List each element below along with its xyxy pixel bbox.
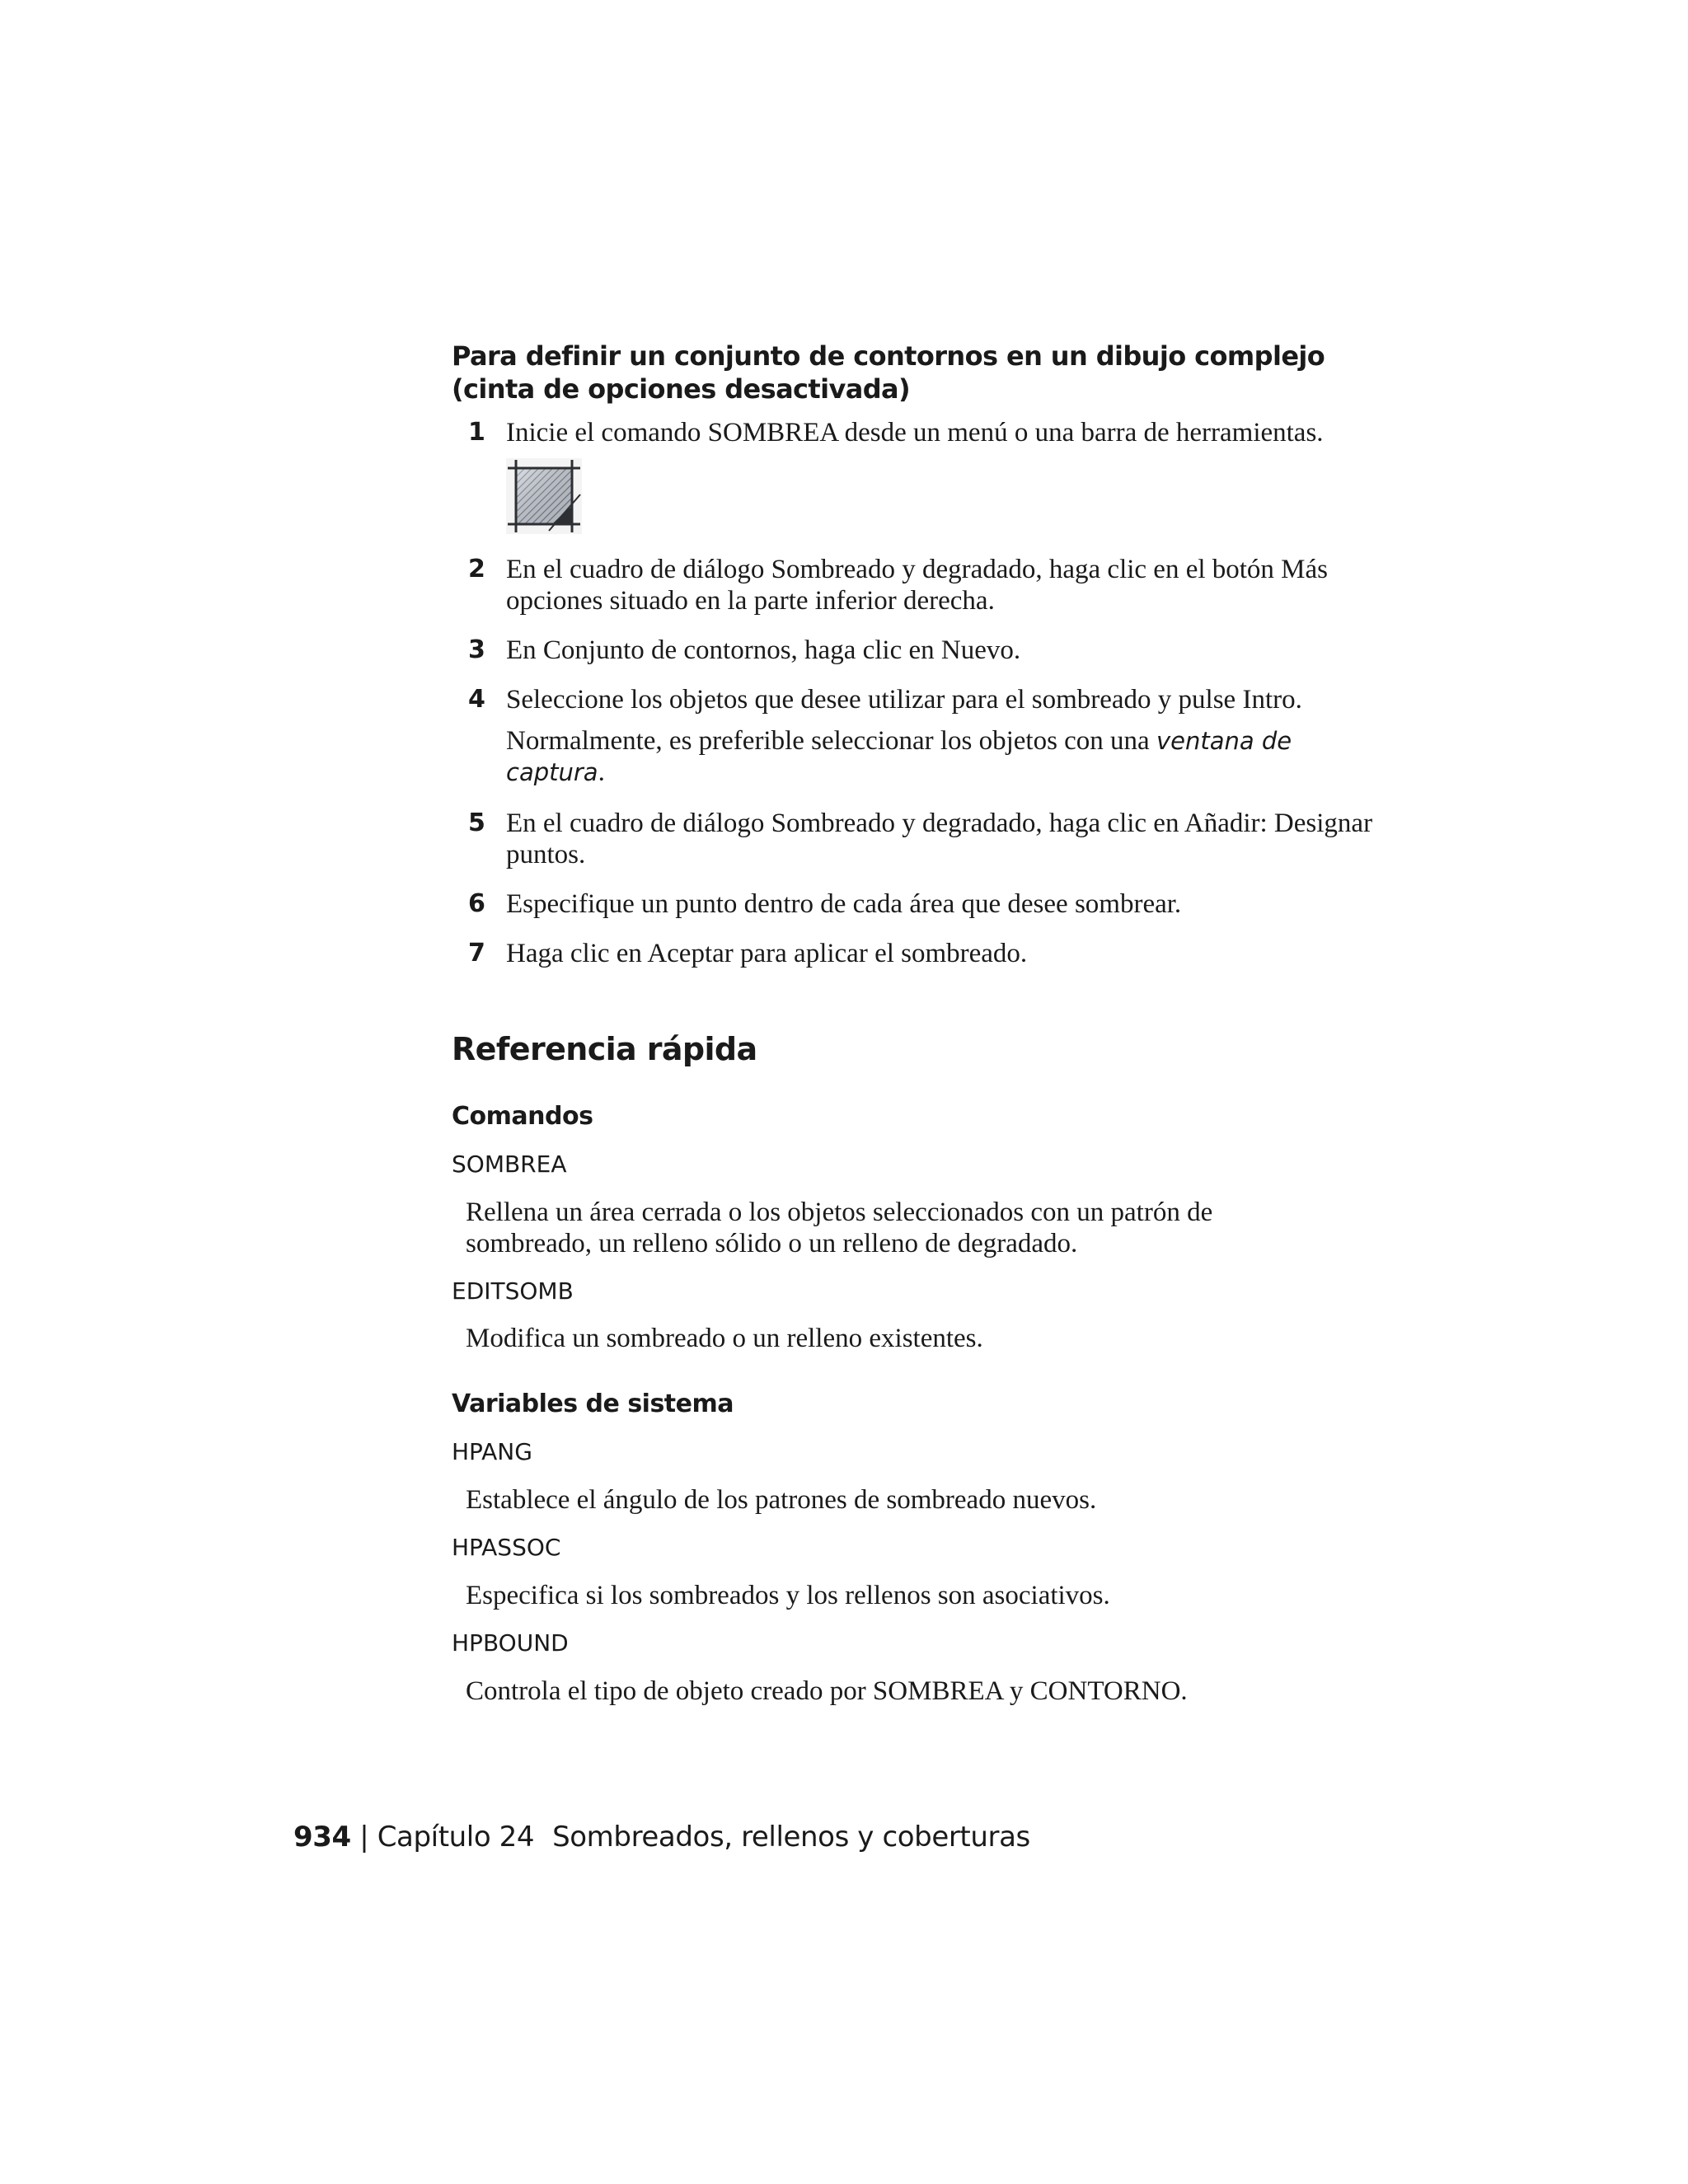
step-text: Inicie el comando SOMBREA desde un menú o una barra de herramientas. [506, 418, 1324, 448]
step-7 [452, 938, 1383, 969]
command-description-sombrea: Rellena un área cerrada o los objetos seleccionados con un patrón de sombreado, un relleno sólido o un relleno de degradado. [466, 1197, 1213, 1258]
step-4 [452, 684, 1383, 788]
step-number: 7 [468, 939, 485, 968]
step-6 [452, 888, 1383, 920]
variable-name-hpang: HPANG [452, 1438, 532, 1465]
page-number: 934 [293, 1821, 351, 1854]
variable-description-hpang: Establece el ángulo de los patrones de sombreado nuevos. [466, 1485, 1097, 1515]
step-text: Haga clic en Aceptar para aplicar el sombreado. [506, 939, 1028, 968]
step-text: En Conjunto de contornos, haga clic en Nuevo. [506, 635, 1021, 665]
hatch-icon [506, 458, 582, 534]
step-number: 5 [468, 808, 485, 837]
chapter-title: Sombreados, rellenos y coberturas [552, 1821, 1030, 1854]
step-number: 1 [468, 418, 485, 447]
command-description-editsomb: Modifica un sombreado o un relleno existentes. [466, 1324, 983, 1353]
command-name-editsomb: EDITSOMB [452, 1277, 574, 1305]
step-1 [452, 417, 1383, 448]
step-text: Especifique un punto dentro de cada área que desee sombrear. [506, 889, 1182, 919]
system-variables-heading: Variables de sistema [452, 1390, 734, 1418]
note-text: Normalmente, es preferible seleccionar los objetos con una [506, 726, 1156, 756]
page-footer [293, 1820, 1030, 1854]
command-name-sombrea: SOMBREA [452, 1151, 567, 1178]
variable-description-hpassoc: Especifica si los sombreados y los rellenos son asociativos. [466, 1581, 1110, 1610]
quick-reference-heading: Referencia rápida [452, 1031, 757, 1067]
step-number: 2 [468, 555, 485, 583]
step-number: 6 [468, 889, 485, 918]
commands-heading: Comandos [452, 1102, 593, 1131]
procedure-title: Para definir un conjunto de contornos en un dibujo complejo (cinta de opciones desactivada) [452, 340, 1325, 405]
variable-description-hpbound: Controla el tipo de objeto creado por SOMBREA y CONTORNO. [466, 1676, 1188, 1706]
step-number: 4 [468, 685, 485, 714]
step-3 [452, 635, 1383, 666]
chapter-label: Capítulo 24 [377, 1821, 535, 1854]
step-note [506, 725, 1383, 788]
footer-separator: | [359, 1821, 369, 1854]
variable-name-hpbound: HPBOUND [452, 1629, 569, 1657]
step-5 [452, 808, 1383, 870]
step-2 [452, 554, 1383, 616]
variable-name-hpassoc: HPASSOC [452, 1534, 561, 1561]
step-text: En el cuadro de diálogo Sombreado y degradado, haga clic en Añadir: Designar puntos. [506, 808, 1373, 869]
note-term: ventana de captura [506, 727, 1292, 786]
note-suffix: . [598, 757, 605, 787]
step-number: 3 [468, 635, 485, 664]
step-text: En el cuadro de diálogo Sombreado y degradado, haga clic en el botón Más opciones situado en la parte inferior derecha. [506, 555, 1329, 616]
step-text: Seleccione los objetos que desee utilizar para el sombreado y pulse Intro. [506, 685, 1302, 715]
